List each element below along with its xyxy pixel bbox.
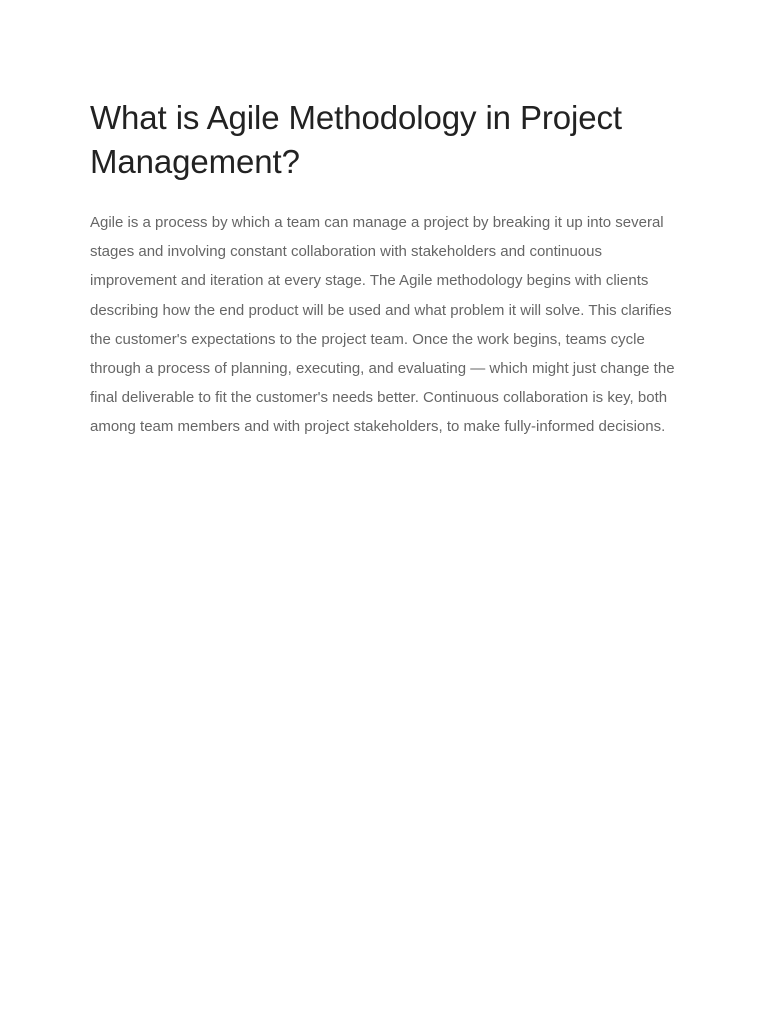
article-title: What is Agile Methodology in Project Management? bbox=[90, 99, 623, 180]
article-paragraph: Agile is a process by which a team can manage a project by breaking it up into several stages and involving constant collaboration with stakeholders and continuous improvement and iteration at every stage. The Agile methodology begins with clients describing how the end product will be used and what problem it will solve. This clarifies the customer's expectations to the project team. Once the work begins, teams cycle through a process of planning, executing, and evaluating — which might just change the final deliverable to fit the customer's needs better. Continuous collaboration is key, both among team members and with project stakeholders, to make fully-informed decisions. bbox=[90, 214, 675, 436]
article bbox=[90, 96, 690, 442]
